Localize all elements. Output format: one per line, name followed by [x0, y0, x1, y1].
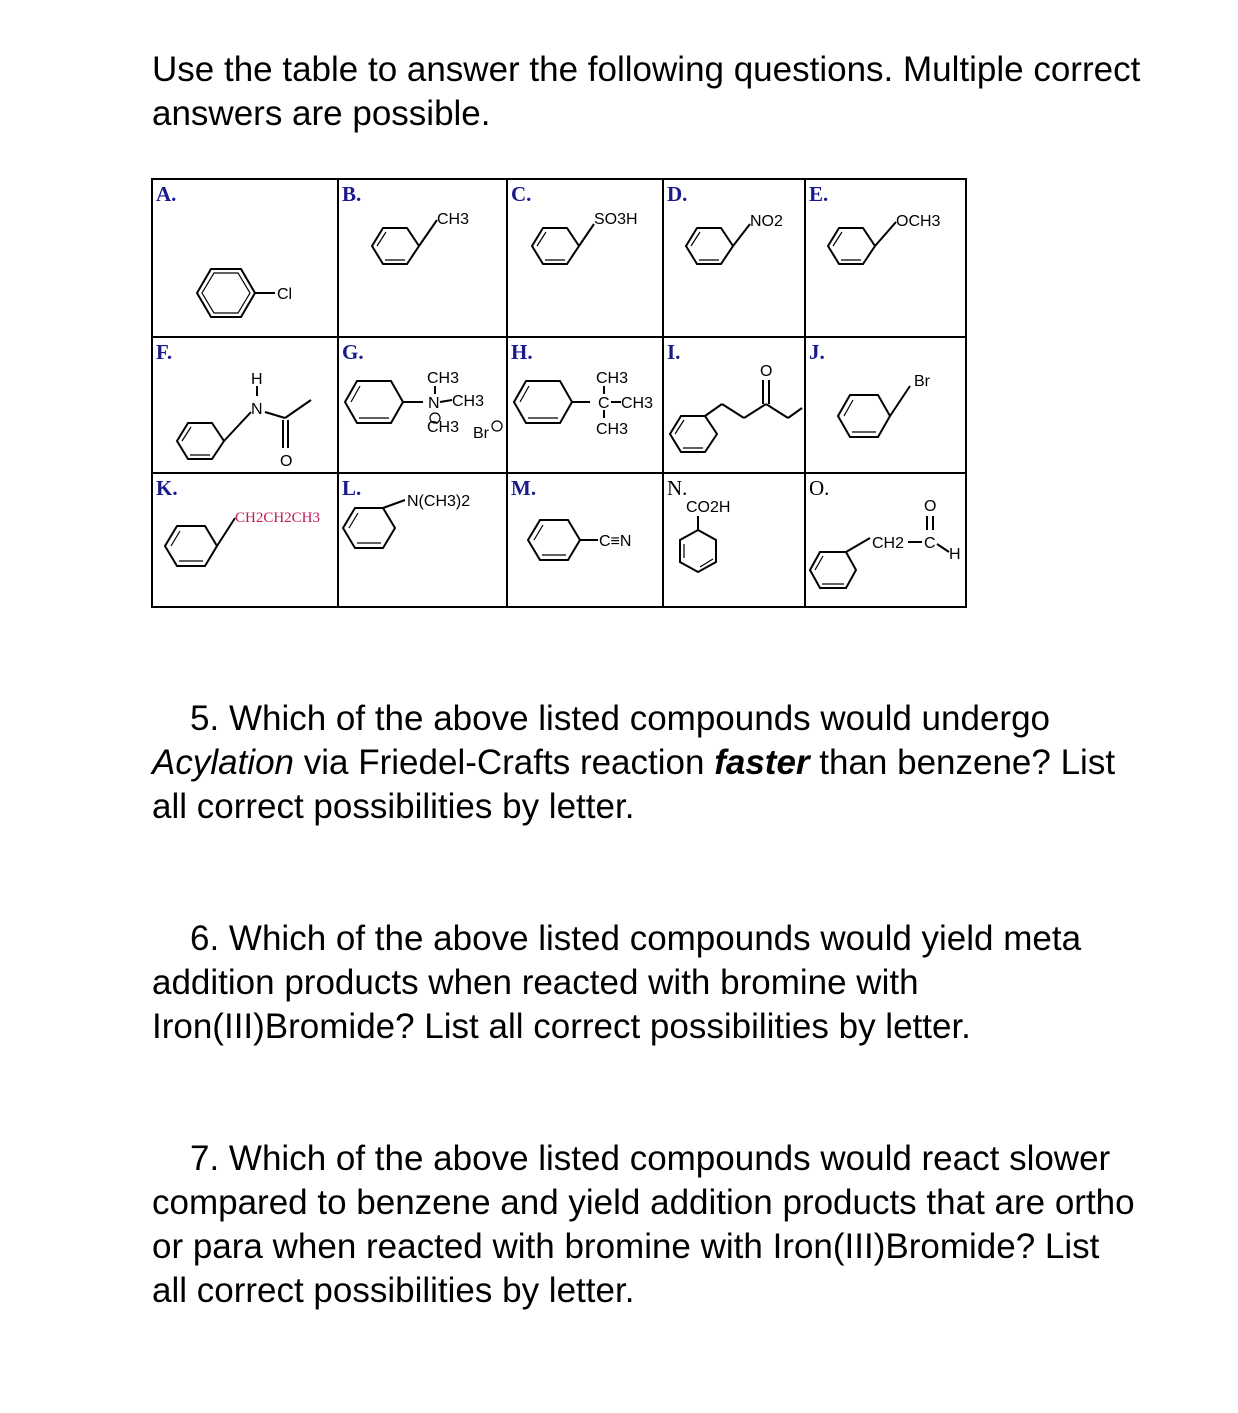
structure-o — [806, 474, 965, 608]
g-right: CH3 — [452, 393, 485, 410]
compound-n — [663, 473, 805, 607]
structure-m — [508, 474, 662, 608]
label-j: J. — [809, 340, 825, 364]
o-o: O — [924, 498, 937, 515]
structure-k — [153, 474, 337, 608]
o-ch2: CH2 — [872, 535, 905, 552]
structure-j — [806, 338, 965, 474]
label-b: B. — [342, 182, 362, 206]
group-b: CH3 — [437, 211, 470, 228]
compound-i — [663, 337, 805, 473]
structure-b — [339, 180, 506, 338]
label-k: K. — [156, 476, 178, 500]
h-bottom: CH3 — [596, 421, 629, 438]
q5-bold: faster — [714, 743, 810, 782]
compound-o — [805, 473, 966, 607]
compound-k — [152, 473, 338, 607]
structure-e — [806, 180, 965, 338]
structure-f — [153, 338, 337, 474]
compound-g — [338, 337, 507, 473]
label-n: N. — [667, 476, 688, 500]
compound-f — [152, 337, 338, 473]
structure-i — [664, 338, 804, 474]
structure-d — [664, 180, 804, 338]
question-5 — [152, 697, 1142, 829]
compound-a — [152, 179, 338, 337]
group-e: OCH3 — [896, 213, 941, 230]
o-c: C — [924, 535, 936, 552]
o-h: H — [949, 546, 961, 563]
group-k: CH2CH2CH3 — [235, 510, 321, 526]
compound-b — [338, 179, 507, 337]
f-o: O — [280, 453, 293, 470]
compound-d — [663, 179, 805, 337]
q5-part-a: Which of the above listed compounds would undergo — [228, 699, 1051, 738]
h-top: CH3 — [596, 370, 629, 387]
h-mid: C — [598, 395, 610, 412]
group-j: Br — [914, 373, 930, 390]
question-7 — [152, 1137, 1142, 1313]
group-l: N(CH3)2 — [407, 493, 471, 510]
group-d: NO2 — [750, 213, 783, 230]
group-c: SO3H — [594, 211, 638, 228]
g-counter: Br — [473, 425, 489, 442]
f-n: N — [251, 401, 263, 418]
group-n: CO2H — [686, 499, 731, 516]
compound-e — [805, 179, 966, 337]
q5-part-c: than benzene? List all correct possibilities by letter. — [152, 743, 1116, 826]
q5-number: 5. — [190, 699, 220, 738]
label-f: F. — [156, 340, 173, 364]
structure-c — [508, 180, 662, 338]
q5-part-b: via Friedel-Crafts reaction — [303, 743, 705, 782]
f-h: H — [251, 371, 263, 388]
compound-h — [507, 337, 663, 473]
compound-m — [507, 473, 663, 607]
label-o: O. — [809, 476, 830, 500]
h-right: CH3 — [621, 395, 654, 412]
g-top: CH3 — [427, 370, 460, 387]
group-a: Cl — [277, 286, 293, 303]
label-h: H. — [511, 340, 533, 364]
label-a: A. — [156, 182, 177, 206]
instructions: Use the table to answer the following questions. Multiple correct answers are possible. — [152, 50, 1141, 133]
label-l: L. — [342, 476, 362, 500]
label-i: I. — [667, 340, 681, 364]
structure-a — [153, 180, 337, 338]
compound-c — [507, 179, 663, 337]
label-c: C. — [511, 182, 532, 206]
g-mid: N — [428, 395, 440, 412]
i-o: O — [760, 363, 773, 380]
label-e: E. — [809, 182, 829, 206]
structure-g — [339, 338, 506, 474]
structure-n — [664, 474, 804, 608]
group-m: C≡N — [599, 533, 632, 550]
question-6 — [152, 917, 1142, 1049]
g-bottom: CH3 — [427, 419, 460, 436]
compound-j — [805, 337, 966, 473]
structure-h — [508, 338, 662, 474]
label-d: D. — [667, 182, 688, 206]
q6-text: 6. Which of the above listed compounds would yield meta addition products when reacted with bromine with Iron(III)Bromide? List all correct possibilities by letter. — [152, 919, 1082, 1046]
q5-italic: Acylation — [152, 743, 295, 782]
compound-l — [338, 473, 507, 607]
label-g: G. — [342, 340, 364, 364]
compound-table — [151, 178, 967, 608]
structure-l — [339, 474, 506, 608]
q7-text: 7. Which of the above listed compounds would react slower compared to benzene and yield addition products that are ortho or para when reacted with bromine with Iron(III)Bromide? List all correct possibilities by letter. — [152, 1139, 1135, 1310]
label-m: M. — [511, 476, 537, 500]
